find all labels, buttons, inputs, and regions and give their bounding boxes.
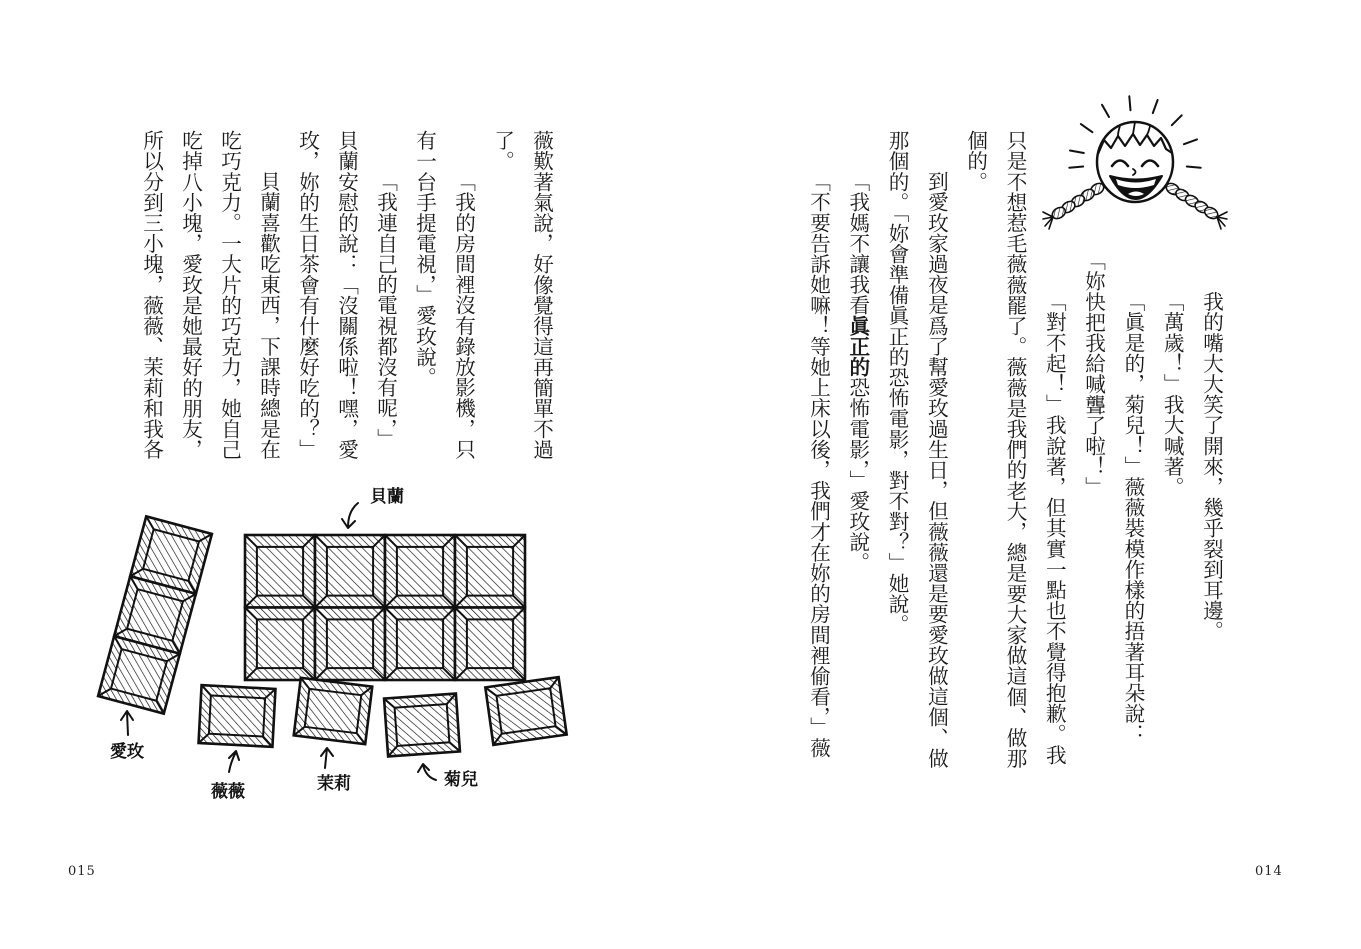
label-aimei: 愛玫 xyxy=(110,742,144,762)
text-column: 只是不想惹毛薇薇罷了。薇薇是我們的老大，總是要大家做這個、做那 xyxy=(1003,130,1027,769)
chocolate-piece xyxy=(485,677,566,745)
text-column: 「我連自己的電視都沒有呢，」 xyxy=(373,171,398,450)
arrow-icon xyxy=(321,748,333,768)
text-column: 了。 xyxy=(490,130,515,172)
text-column: 有一台手提電視，」愛玫說。 xyxy=(412,130,437,388)
big-chocolate-bar xyxy=(245,535,525,680)
bold-emphasis: 眞正的 xyxy=(845,315,870,378)
page-number: 014 xyxy=(1255,864,1283,879)
text-column: 薇歎著氣說，好像覺得這再簡單不過 xyxy=(529,130,554,460)
text-column: 玫，妳的生日茶會有什麼好吃的？」 xyxy=(295,130,320,460)
chocolate-piece xyxy=(385,535,455,608)
chocolate-piece xyxy=(455,608,525,681)
arrow-icon xyxy=(229,751,239,772)
text-column: 所以分到三小塊，薇薇、茉莉和我各 xyxy=(139,130,164,460)
chocolate-piece xyxy=(385,608,455,681)
text-column: 「我的房間裡沒有錄放影機，只 xyxy=(451,171,476,460)
arrow-icon xyxy=(121,711,133,735)
label-beilan: 貝蘭 xyxy=(370,487,404,507)
laughing-girl-icon xyxy=(1040,90,1232,238)
text-column: 「不要告訴她嘛！等她上床以後，我們才在妳的房間裡偷看，」薇 xyxy=(806,171,831,759)
aimei-chocolate-pieces xyxy=(98,516,212,713)
chocolate-piece xyxy=(315,608,385,681)
page-number: 015 xyxy=(68,864,96,879)
chocolate-piece xyxy=(245,535,315,608)
text-column: 「眞是的，菊兒！」薇薇裝模作樣的捂著耳朵說： xyxy=(1120,291,1145,745)
left-braid xyxy=(1043,181,1106,229)
text-column: 我的嘴大大笑了開來，幾乎裂到耳邊。 xyxy=(1199,291,1224,642)
chocolate-pieces-icon xyxy=(90,475,590,805)
text-column: 「妳快把我給喊聾了啦！」 xyxy=(1081,250,1106,498)
text-column: 吃巧克力。一大片的巧克力，她自己 xyxy=(217,130,242,460)
label-moli: 茉莉 xyxy=(317,774,351,794)
label-weiwei: 薇薇 xyxy=(211,782,245,802)
chocolate-piece xyxy=(315,535,385,608)
text-segment: 「我媽不讓我看 xyxy=(845,171,870,316)
chocolate-piece xyxy=(199,685,276,747)
girl-face xyxy=(1097,122,1173,202)
text-column: 「對不起！」我說著，但其實一點也不覺得抱歉。我 xyxy=(1042,291,1067,765)
small-chocolate-pieces xyxy=(199,677,567,756)
arrow-icon xyxy=(342,503,358,528)
arrow-icon xyxy=(418,764,436,780)
text-column: 「萬歲！」我大喊著。 xyxy=(1160,291,1185,497)
text-column: 貝蘭喜歡吃東西，下課時總是在 xyxy=(256,171,281,460)
label-juer: 菊兒 xyxy=(444,770,478,790)
right-page xyxy=(680,0,1361,949)
right-braid xyxy=(1164,181,1227,229)
text-column: 到愛玫家過夜是爲了幫愛玫過生日，但薇薇還是要愛玫做這個、做 xyxy=(924,171,949,769)
text-column: 吃掉八小塊，愛玫是她最好的朋友， xyxy=(178,130,203,460)
text-column xyxy=(847,171,868,573)
chocolate-piece xyxy=(294,678,373,744)
text-column: 那個的。「妳會準備眞正的恐怖電影，對不對？」她說。 xyxy=(885,130,910,635)
text-column: 個的。 xyxy=(963,130,988,192)
chocolate-piece xyxy=(455,535,525,608)
text-segment: 恐怖電影，」愛玫說。 xyxy=(845,377,870,573)
text-column: 貝蘭安慰的說：「沒關係啦！嘿，愛 xyxy=(334,130,359,460)
chocolate-piece xyxy=(245,608,315,681)
chocolate-piece xyxy=(384,694,460,757)
left-page xyxy=(0,0,680,949)
